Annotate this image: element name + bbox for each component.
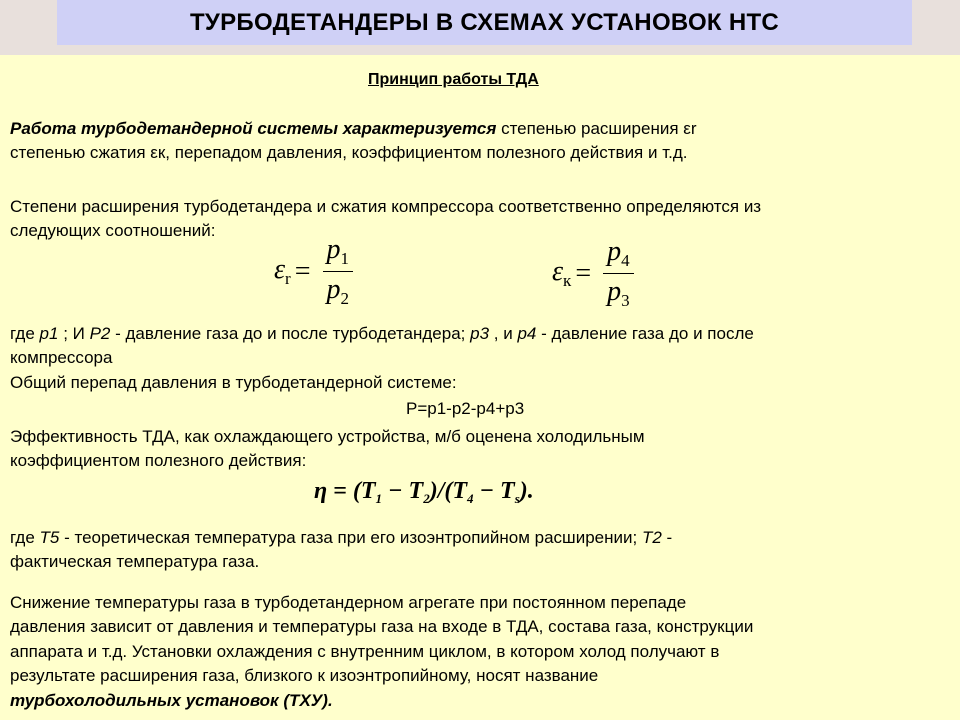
- f2-eq: =: [575, 257, 592, 289]
- para2-line2: следующих соотношений:: [10, 221, 216, 240]
- para4-line2: фактическая температура газа.: [10, 552, 260, 571]
- section-subtitle: Принцип работы ТДА: [368, 71, 539, 88]
- para5-line3: аппарата и т.д. Установки охлаждения с внутренним циклом, в котором холод получают в: [10, 642, 720, 661]
- para5-line2: давления зависит от давления и температуры газа на входе в ТДА, состава газа, конструкции: [10, 617, 754, 636]
- f1-eq: =: [294, 255, 311, 287]
- expansion-ratio-formula: [274, 234, 353, 309]
- f1-lhs: $\varepsilon_r$: [274, 254, 291, 288]
- para5-line5: турбохолодильных установок (ТХУ).: [10, 691, 333, 710]
- para1-line1: [10, 117, 697, 141]
- para3-line5: коэффициентом полезного действия:: [10, 451, 307, 470]
- para1-line2: степенью сжатия εк, перепадом давления, коэффициентом полезного действия и т.д.: [10, 143, 688, 162]
- para3-line2: компрессора: [10, 348, 113, 367]
- para5-line1: Снижение температуры газа в турбодетандерном агрегате при постоянном перепаде: [10, 593, 687, 612]
- para3-line3: Общий перепад давления в турбодетандерной системе:: [10, 373, 457, 392]
- efficiency-formula: $\eta = (T_1 - T_2)/(T_4 - T_s)$.: [314, 478, 534, 506]
- title-box: [57, 0, 912, 45]
- para1-lead: Работа турбодетандерной системы характеризуется: [10, 119, 497, 138]
- para5-line4: результате расширения газа, близкого к изоэнтропийному, носят название: [10, 666, 599, 685]
- compression-ratio-formula: [552, 236, 634, 311]
- pressure-drop-formula: Р=р1-р2-р4+р3: [406, 399, 525, 418]
- f2-fraction: $\frac{p_4}{p_3}$: [603, 236, 634, 311]
- f1-fraction: $\frac{p_1}{p_2}$: [323, 234, 354, 309]
- page-title: ТУРБОДЕТАНДЕРЫ В СХЕМАХ УСТАНОВОК НТС: [189, 8, 780, 36]
- para4-line1: где Т5 - теоретическая температура газа при его изоэнтропийном расширении; Т2 -: [10, 528, 673, 547]
- para3-line1: где р1 ; И Р2 - давление газа до и после турбодетандера; р3 , и р4 - давление газа до и после: [10, 324, 754, 343]
- para2-line1: Степени расширения турбодетандера и сжатия компрессора соответственно определяются из: [10, 197, 762, 216]
- para1-rest: степенью расширения εr: [496, 119, 697, 138]
- para3-line4: Эффективность ТДА, как охлаждающего устройства, м/б оценена холодильным: [10, 427, 645, 446]
- f2-lhs: $\varepsilon_к$: [552, 256, 572, 290]
